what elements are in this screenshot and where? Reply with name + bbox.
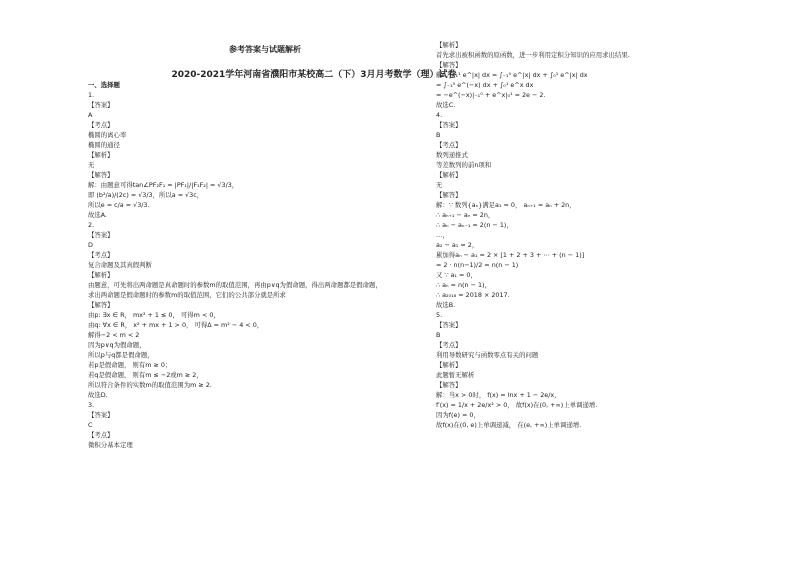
right-line: 解：∵ 数列{aₙ}满足a₁ = 0， aₙ₊₁ = aₙ + 2n， (436, 201, 576, 209)
left-line: 由题意，可先将出两命题是真命题时的参数m的取值范围，再由p∨q为假命题，得出两命题都是假命题， (88, 281, 382, 289)
left-line: 即 (b²/a)/(2c) = √3/3，所以a = √3c， (88, 191, 204, 199)
right-line: 数列递推式 (436, 151, 468, 159)
right-line: 【考点】 (436, 141, 462, 149)
right-line: ∴ a₂₀₁₈ = 2018 × 2017. (436, 291, 510, 299)
right-column (436, 40, 756, 430)
left-line: 2. (88, 221, 95, 229)
left-line: 【考点】 (88, 251, 114, 259)
right-line: 故f(x)在(0, e)上单调递减， 在(e, +∞)上单调递增. (436, 421, 582, 429)
right-line: 4. (436, 111, 443, 119)
doc-subtitle: 2020-2021学年河南省濮阳市某校高二（下）3月月考数学（理）试卷 (171, 70, 457, 80)
right-line: 【解析】 (436, 171, 462, 179)
left-line: D (88, 241, 93, 249)
left-line: 所以p与q都是假命题， (88, 351, 154, 359)
left-line: 一、选择题 (88, 81, 120, 89)
right-line: f′(x) = 1/x + 2e/x² > 0， 故f(x)在(0, +∞)上单调递增. (436, 401, 598, 409)
left-line: 【解析】 (88, 271, 114, 279)
left-line: 【解析】 (88, 151, 114, 159)
left-line: 由q: ∀x ∈ R， x² + mx + 1 > 0， 可得Δ = m² − 4 < 0， (88, 321, 264, 329)
left-line: 【解答】 (88, 301, 114, 309)
left-line: 【解答】 (88, 171, 114, 179)
left-line: 所以符合条件的实数m的取值范围为m ≥ 2. (88, 381, 212, 389)
right-line: …， (436, 231, 449, 239)
right-line: 【解答】 (436, 381, 462, 389)
left-line: 故选A. (88, 211, 108, 219)
right-line: 无 (436, 181, 443, 189)
right-line: = 2 · n(n−1)/2 = n(n − 1) (436, 261, 519, 269)
left-line: 【考点】 (88, 431, 114, 439)
left-line: 故选D. (88, 391, 108, 399)
right-line: B (436, 331, 441, 339)
right-line: 【解析】 (436, 41, 462, 49)
right-line: 等差数列的前n项和 (436, 161, 492, 169)
left-line: 【答案】 (88, 231, 114, 239)
right-line: 【考点】 (436, 341, 462, 349)
left-line: A (88, 111, 93, 119)
left-line: 因为p∨q为假命题， (88, 341, 146, 349)
right-line: 【解答】 (436, 61, 462, 69)
right-line: = ∫₋₁⁰ e^(−x) dx + ∫₀¹ e^x dx (436, 81, 534, 89)
right-line: 【解答】 (436, 191, 462, 199)
left-line: C (88, 421, 93, 429)
right-line: 利用导数研究与函数零点有关的问题 (436, 351, 539, 359)
right-line: B (436, 131, 441, 139)
left-line: 【答案】 (88, 101, 114, 109)
left-line: 解得−2 < m < 2 (88, 331, 140, 339)
right-line: 累加得aₙ − a₁ = 2 × [1 + 2 + 3 + ⋯ + (n − 1)] (436, 251, 585, 259)
right-line: ∴ aₙ₊₁ − aₙ = 2n， (436, 211, 495, 219)
right-line: 因为f(e) = 0， (436, 411, 480, 419)
left-line: 3. (88, 401, 95, 409)
right-line: a₂ − a₁ = 2， (436, 241, 479, 249)
right-line: 此题暂无解析 (436, 371, 475, 379)
right-line: 【答案】 (436, 121, 462, 129)
right-line: 故选B. (436, 301, 456, 309)
right-line: 5. (436, 311, 443, 319)
left-line: 解：由题意可得tan∠PF₂F₁ = |PF₁|/|F₁F₂| = √3/3， (88, 181, 239, 189)
left-line: 椭圆的离心率 (88, 131, 127, 139)
left-line: 求出两命题是假命题时的参数m的取值范围，它们的公共部分就是所求 (88, 291, 286, 299)
left-line: 无 (88, 161, 95, 169)
right-line: = −e^(−x)|₋₁⁰ + e^x|₀¹ = 2e − 2. (436, 91, 546, 99)
left-line: 若q是假命题， 则有m ≤ −2或m ≥ 2， (88, 371, 203, 379)
left-line: 1. (88, 91, 95, 99)
left-line: 微积分基本定理 (88, 441, 133, 449)
doc-title: 参考答案与试题解析 (229, 45, 301, 54)
left-line: 【考点】 (88, 121, 114, 129)
right-line: 又 ∵ a₁ = 0， (436, 271, 477, 279)
right-line: ∴ aₙ = n(n − 1)， (436, 281, 491, 289)
right-line: 首先求出被积函数的原函数，进一步利用定积分知识的应用求出结果. (436, 51, 630, 59)
left-line: 若p是假命题， 则有m ≥ 0； (88, 361, 172, 369)
left-line: 椭圆的通径 (88, 141, 120, 149)
left-line: 复合命题及其真假判断 (88, 261, 152, 269)
right-line: 解：当x > 0时， f(x) = lnx + 1 − 2e/x， (436, 391, 561, 399)
right-line: 【解析】 (436, 361, 462, 369)
left-column (88, 80, 408, 450)
left-line: 由p: ∃x ∈ R， mx² + 1 ≤ 0， 可得m < 0， (88, 311, 220, 319)
left-line: 【答案】 (88, 411, 114, 419)
right-line: ∴ aₙ − aₙ₋₁ = 2(n − 1)， (436, 221, 513, 229)
right-line: 故选C. (436, 101, 456, 109)
right-line: 解：∫₋₁¹ e^|x| dx = ∫₋₁⁰ e^|x| dx + ∫₀¹ e^|x| dx (436, 71, 588, 79)
left-line: 所以e = c/a = √3/3. (88, 201, 150, 209)
right-line: 【答案】 (436, 321, 462, 329)
